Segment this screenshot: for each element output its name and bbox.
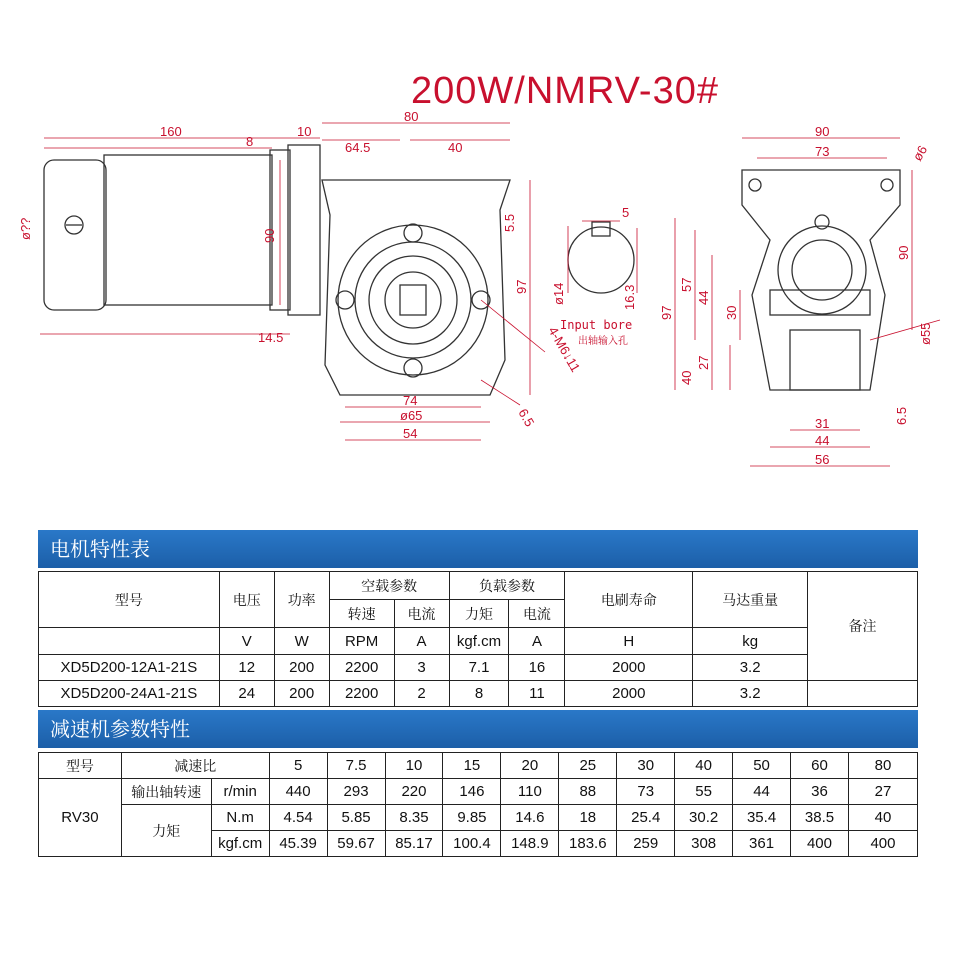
unit-cell: A bbox=[394, 628, 449, 655]
motor-spec-table bbox=[38, 571, 918, 707]
dim-27: 27 bbox=[696, 355, 711, 370]
speed-cell: 36 bbox=[791, 779, 849, 805]
header-torque: 力矩 bbox=[449, 600, 509, 628]
torque-nm-cell: 8.35 bbox=[385, 805, 443, 831]
torque-nm-cell: 38.5 bbox=[791, 805, 849, 831]
cell: 2000 bbox=[565, 681, 693, 707]
cell: 3.2 bbox=[693, 655, 808, 681]
torque-kgf-cell: 308 bbox=[675, 831, 733, 857]
unit-cell: H bbox=[565, 628, 693, 655]
header-remarks: 备注 bbox=[808, 572, 918, 681]
end-view-outline bbox=[742, 170, 900, 390]
cell: XD5D200-12A1-21S bbox=[39, 655, 220, 681]
torque-kgf-cell: 183.6 bbox=[559, 831, 617, 857]
unit-cell: W bbox=[274, 628, 329, 655]
torque-nm-cell: 5.85 bbox=[327, 805, 385, 831]
cell: 2200 bbox=[329, 681, 394, 707]
reducer-model: RV30 bbox=[39, 779, 122, 857]
motor-section-title: 电机特性表 bbox=[38, 530, 918, 568]
torque-kgf-cell: 59.67 bbox=[327, 831, 385, 857]
dim-4-m6: 4-M6↓11 bbox=[545, 324, 584, 375]
ratio-cell: 5 bbox=[269, 753, 327, 779]
torque-unit-nm: N.m bbox=[211, 805, 269, 831]
dim-57: 57 bbox=[679, 277, 694, 292]
torque-kgf-cell: 45.39 bbox=[269, 831, 327, 857]
motor-endcap bbox=[44, 160, 106, 310]
page-title: 200W/NMRV-30# bbox=[411, 70, 719, 112]
dim-56: 56 bbox=[815, 452, 830, 467]
torque-nm-cell: 35.4 bbox=[733, 805, 791, 831]
torque-kgf-cell: 259 bbox=[617, 831, 675, 857]
unit-cell: V bbox=[219, 628, 274, 655]
dim-90: 90 bbox=[262, 228, 277, 243]
torque-nm-cell: 9.85 bbox=[443, 805, 501, 831]
speed-label: 输出轴转速 bbox=[121, 779, 211, 805]
dim-31: 31 bbox=[815, 416, 830, 431]
dim-90-vert: 90 bbox=[896, 245, 911, 260]
cell: 11 bbox=[509, 681, 565, 707]
unit-cell: kgf.cm bbox=[449, 628, 509, 655]
unit-cell: A bbox=[509, 628, 565, 655]
dim-80: 80 bbox=[404, 109, 419, 124]
reducer-section-title: 减速机参数特性 bbox=[38, 710, 918, 748]
header-brush-life: 电刷寿命 bbox=[565, 572, 693, 628]
header-weight: 马达重量 bbox=[693, 572, 808, 628]
motor-body bbox=[104, 155, 272, 305]
torque-kgf-cell: 361 bbox=[733, 831, 791, 857]
torque-label: 力矩 bbox=[121, 805, 211, 857]
header-model: 型号 bbox=[39, 753, 122, 779]
speed-cell: 44 bbox=[733, 779, 791, 805]
torque-nm-cell: 40 bbox=[848, 805, 917, 831]
header-ratio: 减速比 bbox=[121, 753, 269, 779]
speed-cell: 146 bbox=[443, 779, 501, 805]
dim-30: 30 bbox=[724, 305, 739, 320]
dim-phi: ø?? bbox=[18, 217, 33, 240]
cell: 200 bbox=[274, 655, 329, 681]
header-current: 电流 bbox=[394, 600, 449, 628]
cell: 3 bbox=[394, 655, 449, 681]
input-bore-circle bbox=[568, 227, 634, 293]
header-speed: 转速 bbox=[329, 600, 394, 628]
torque-kgf-cell: 100.4 bbox=[443, 831, 501, 857]
cell: 8 bbox=[449, 681, 509, 707]
dim-160: 160 bbox=[160, 124, 182, 139]
dim-74: 74 bbox=[403, 393, 418, 408]
ratio-cell: 30 bbox=[617, 753, 675, 779]
ratio-cell: 10 bbox=[385, 753, 443, 779]
dim-73: 73 bbox=[815, 144, 830, 159]
dim-97-end: 97 bbox=[659, 305, 674, 320]
dim-55: ø55 bbox=[918, 322, 933, 345]
cell: 2 bbox=[394, 681, 449, 707]
dim-40: 40 bbox=[448, 140, 463, 155]
speed-unit: r/min bbox=[211, 779, 269, 805]
gearbox-outline bbox=[322, 180, 510, 395]
adapter-flange bbox=[288, 145, 320, 315]
dim-44-bottom: 44 bbox=[815, 433, 830, 448]
torque-nm-cell: 25.4 bbox=[617, 805, 675, 831]
dimension-drawing bbox=[0, 100, 960, 500]
dim-14: ø14 bbox=[551, 282, 566, 305]
table-row bbox=[39, 681, 918, 707]
speed-cell: 27 bbox=[848, 779, 917, 805]
torque-kgf-cell: 400 bbox=[848, 831, 917, 857]
cell: 16 bbox=[509, 655, 565, 681]
dim-65: ø65 bbox=[400, 408, 423, 423]
ratio-cell: 50 bbox=[733, 753, 791, 779]
dim-5-5: 5.5 bbox=[502, 213, 517, 232]
cell: 7.1 bbox=[449, 655, 509, 681]
unit-cell: kg bbox=[693, 628, 808, 655]
ratio-cell: 7.5 bbox=[327, 753, 385, 779]
dim-44: 44 bbox=[696, 290, 711, 305]
torque-nm-cell: 14.6 bbox=[501, 805, 559, 831]
header-power: 功率 bbox=[274, 572, 329, 628]
dim-16-3: 16.3 bbox=[622, 284, 637, 310]
ratio-cell: 40 bbox=[675, 753, 733, 779]
table-row bbox=[39, 655, 918, 681]
ratio-cell: 80 bbox=[848, 753, 917, 779]
ratio-cell: 25 bbox=[559, 753, 617, 779]
dim-40-end: 40 bbox=[679, 370, 694, 385]
speed-cell: 73 bbox=[617, 779, 675, 805]
input-bore-label: Input bore bbox=[560, 318, 633, 332]
speed-cell: 293 bbox=[327, 779, 385, 805]
header-current-load: 电流 bbox=[509, 600, 565, 628]
dim-8: 8 bbox=[246, 134, 254, 149]
cell: 200 bbox=[274, 681, 329, 707]
speed-cell: 88 bbox=[559, 779, 617, 805]
torque-nm-cell: 18 bbox=[559, 805, 617, 831]
dim-90-end: 90 bbox=[815, 124, 830, 139]
torque-kgf-cell: 148.9 bbox=[501, 831, 559, 857]
cell: 2200 bbox=[329, 655, 394, 681]
dim-5: 5 bbox=[622, 205, 630, 220]
torque-kgf-cell: 85.17 bbox=[385, 831, 443, 857]
torque-kgf-cell: 400 bbox=[791, 831, 849, 857]
header-noload: 空载参数 bbox=[329, 572, 449, 600]
header-load: 负载参数 bbox=[449, 572, 565, 600]
speed-cell: 55 bbox=[675, 779, 733, 805]
ratio-cell: 60 bbox=[791, 753, 849, 779]
dim-10: 10 bbox=[297, 124, 312, 139]
cell: 24 bbox=[219, 681, 274, 707]
dim-97: 97 bbox=[514, 279, 529, 294]
input-bore-label-cn: 出轴输入孔 bbox=[578, 336, 628, 347]
cell: 12 bbox=[219, 655, 274, 681]
torque-nm-cell: 30.2 bbox=[675, 805, 733, 831]
dim-6-5-end: 6.5 bbox=[894, 406, 909, 425]
reducer-spec-table bbox=[38, 752, 918, 857]
cell: 2000 bbox=[565, 655, 693, 681]
dim-14-5: 14.5 bbox=[258, 330, 284, 345]
speed-cell: 110 bbox=[501, 779, 559, 805]
header-model: 型号 bbox=[39, 572, 220, 628]
dim-54: 54 bbox=[403, 426, 418, 441]
torque-unit-kgf: kgf.cm bbox=[211, 831, 269, 857]
dim-6-5: 6.5 bbox=[515, 406, 538, 430]
empty-cell bbox=[808, 681, 918, 707]
ratio-cell: 20 bbox=[501, 753, 559, 779]
dim-6: ø6 bbox=[909, 142, 931, 164]
speed-cell: 440 bbox=[269, 779, 327, 805]
header-voltage: 电压 bbox=[219, 572, 274, 628]
unit-cell: RPM bbox=[329, 628, 394, 655]
cell: 3.2 bbox=[693, 681, 808, 707]
ratio-cell: 15 bbox=[443, 753, 501, 779]
speed-cell: 220 bbox=[385, 779, 443, 805]
cell: XD5D200-24A1-21S bbox=[39, 681, 220, 707]
empty-cell bbox=[39, 628, 220, 655]
dim-64-5: 64.5 bbox=[345, 140, 371, 155]
torque-nm-cell: 4.54 bbox=[269, 805, 327, 831]
